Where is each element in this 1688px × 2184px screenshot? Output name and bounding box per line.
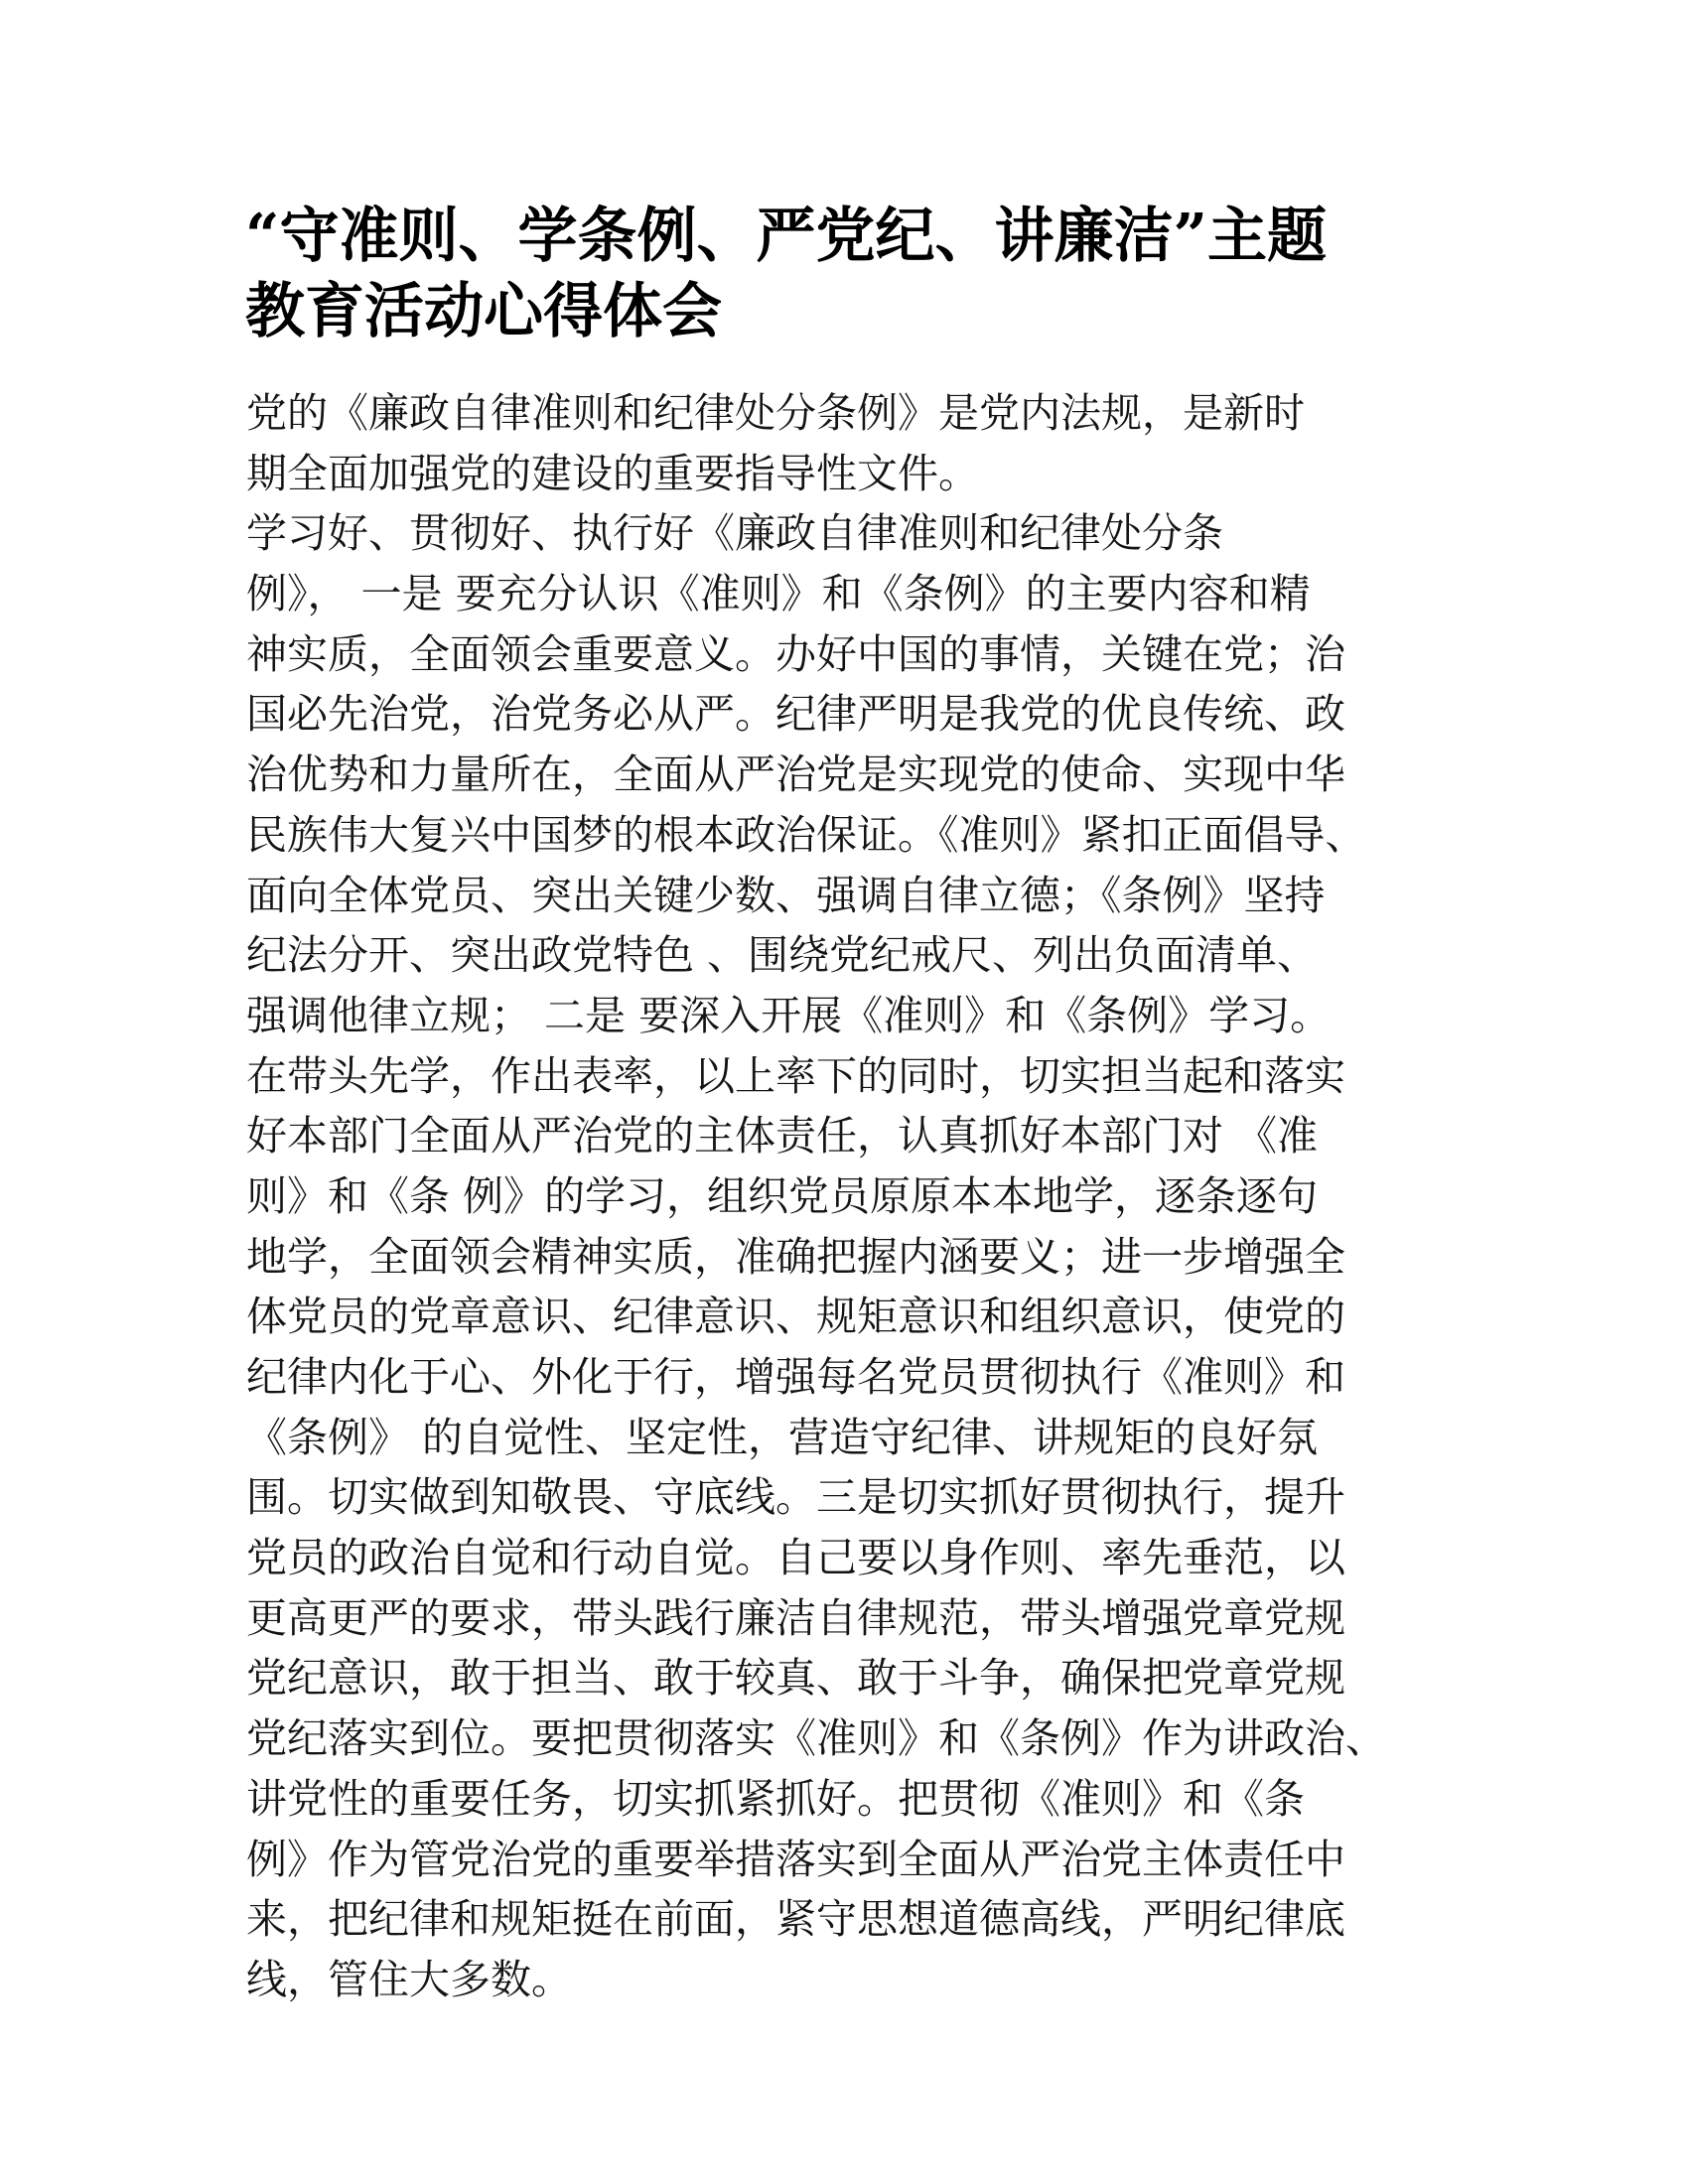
body-line: 《条例》 的自觉性、坚定性，营造守纪律、讲规矩的良好氛 (246, 1413, 1319, 1461)
body-line: 更高更严的要求，带头践行廉洁自律规范，带头增强党章党规 (246, 1593, 1345, 1642)
body-line: 强调他律立规； 二是 要深入开展《准则》和《条例》学习。 (246, 991, 1332, 1039)
body-line: 在带头先学，作出表率，以上率下的同时，切实担当起和落实 (246, 1051, 1345, 1100)
body-line: 治优势和力量所在，全面从严治党是实现党的使命、实现中华 (246, 751, 1345, 799)
body-line: 则》和《条 例》的学习，组织党员原原本本地学，逐条逐句 (246, 1171, 1319, 1220)
body-line: 例》作为管党治党的重要举措落实到全面从严治党主体责任中 (246, 1835, 1345, 1883)
body-line: 纪律内化于心、外化于行，增强每名党员贯彻执行《准则》和 (246, 1353, 1345, 1401)
body-line: 民族伟大复兴中国梦的根本政治保证。《准则》紧扣正面倡导、 (246, 810, 1366, 859)
document-title (245, 199, 1467, 349)
body-line: 好本部门全面从严治党的主体责任，认真抓好本部门对 《准 (246, 1112, 1319, 1160)
body-line: 党纪意识，敢于担当、敢于较真、敢于斗争，确保把党章党规 (246, 1654, 1345, 1703)
body-line: 国必先治党，治党务必从严。纪律严明是我党的优良传统、政 (246, 690, 1345, 739)
body-line: 期全面加强党的建设的重要指导性文件。 (246, 449, 979, 497)
body-line: 神实质，全面领会重要意义。办好中国的事情，关键在党；治 (246, 629, 1345, 678)
title-line: 教育活动心得体会 (245, 277, 722, 346)
body-line: 线，管住大多数。 (246, 1955, 572, 2003)
document-body (246, 383, 1468, 2010)
body-line: 体党员的党章意识、纪律意识、规矩意识和组织意识，使党的 (246, 1293, 1345, 1341)
body-line: 纪法分开、突出政党特色 、围绕党纪戒尺、列出负面清单、 (246, 931, 1319, 980)
body-line: 党的《廉政自律准则和纪律处分条例》是党内法规，是新时 (246, 389, 1305, 437)
title-line: “守准则、学条例、严党纪、讲廉洁”主题 (245, 202, 1328, 271)
body-line: 面向全体党员、突出关键少数、强调自律立德；《条例》坚持 (246, 871, 1326, 919)
body-line: 党员的政治自觉和行动自觉。自己要以身作则、率先垂范，以 (246, 1534, 1345, 1582)
body-line: 来，把纪律和规矩挺在前面，紧守思想道德高线，严明纪律底 (246, 1895, 1345, 1944)
body-line: 地学，全面领会精神实质，准确把握内涵要义；进一步增强全 (246, 1232, 1345, 1281)
body-line: 党纪落实到位。要把贯彻落实《准则》和《条例》作为讲政治、 (246, 1714, 1386, 1763)
body-line: 学习好、贯彻好、执行好《廉政自律准则和纪律处分条 (246, 509, 1223, 558)
body-line: 例》， 一是 要充分认识《准则》和《条例》的主要内容和精 (246, 570, 1311, 618)
body-line: 围。切实做到知敬畏、守底线。三是切实抓好贯彻执行，提升 (246, 1473, 1345, 1522)
body-line: 讲党性的重要任务，切实抓紧抓好。把贯彻《准则》和《条 (246, 1774, 1305, 1823)
